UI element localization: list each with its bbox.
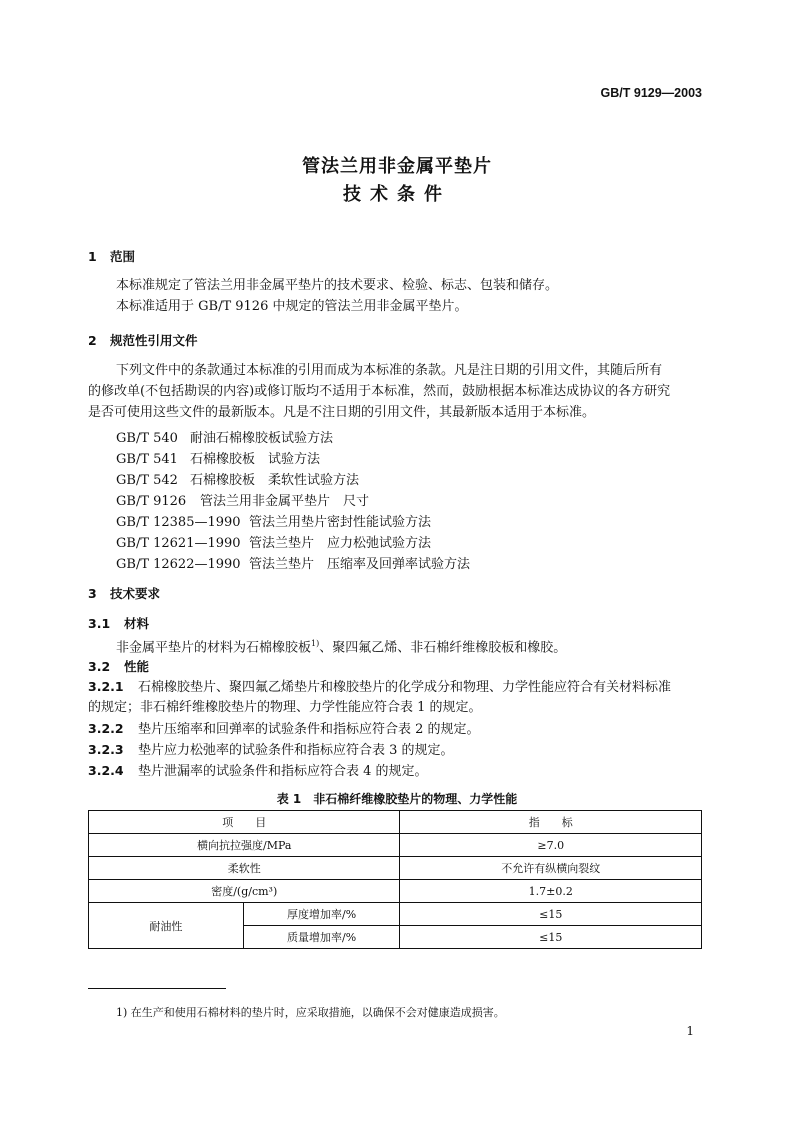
- table-row: [89, 880, 702, 903]
- standard-code: GB/T 9129—2003: [600, 86, 702, 100]
- table-cell-item: 密度/(g/cm³): [89, 880, 400, 903]
- page-number: 1: [686, 1024, 694, 1038]
- clause-3-1-heading: [88, 614, 149, 632]
- reference-title: 管法兰用非金属平垫片 尺寸: [200, 494, 370, 509]
- reference-code: GB/T 12621—1990: [116, 536, 241, 551]
- footnote-divider: [88, 988, 226, 989]
- section-3-heading: [88, 584, 160, 602]
- clause-3-2-2: [88, 718, 704, 740]
- table-cell-value: 1.7±0.2: [400, 880, 702, 903]
- reference-code: GB/T 542: [116, 473, 178, 488]
- reference-item: [116, 511, 431, 530]
- reference-title: 管法兰垫片 应力松弛试验方法: [249, 536, 432, 551]
- clause-3-2-1-line-2: 的规定；非石棉纤维橡胶垫片的物理、力学性能应符合表 1 的规定。: [88, 700, 482, 715]
- reference-code: GB/T 12622—1990: [116, 557, 241, 572]
- table-1-title: 表 1 非石棉纤维橡胶垫片的物理、力学性能: [276, 792, 518, 806]
- table-cell-value: ≤15: [400, 903, 702, 926]
- clause-text: 垫片压缩率和回弹率的试验条件和指标应符合表 2 的规定。: [138, 722, 480, 737]
- reference-title: 耐油石棉橡胶板试验方法: [190, 431, 334, 446]
- table-cell-value: ≤15: [400, 926, 702, 949]
- clause-3-2-1-line-1: [88, 676, 704, 698]
- reference-code: GB/T 12385—1990: [116, 515, 241, 530]
- clause-3-2-4: [88, 760, 704, 782]
- reference-item: [116, 448, 320, 467]
- table-cell-value: 不允许有纵横向裂纹: [400, 857, 702, 880]
- reference-title: 管法兰垫片 压缩率及回弹率试验方法: [249, 557, 471, 572]
- table-1: [88, 810, 702, 949]
- clause-3-2-heading: [88, 657, 149, 675]
- section-number: 2: [88, 333, 97, 348]
- section-number: 3: [88, 586, 97, 601]
- reference-item: [116, 469, 359, 488]
- section-2-para-line-3: 是否可使用这些文件的最新版本。凡是不注日期的引用文件，其最新版本适用于本标准。: [88, 405, 596, 420]
- section-title: 技术要求: [110, 586, 161, 601]
- clause-title: 材料: [124, 616, 150, 631]
- reference-item: [116, 553, 470, 572]
- clause-text: 垫片泄漏率的试验条件和指标应符合表 4 的规定。: [138, 764, 428, 779]
- clause-text: 石棉橡胶垫片、聚四氟乙烯垫片和橡胶垫片的化学成分和物理、力学性能应符合有关材料标准: [138, 680, 672, 695]
- table-row: [89, 834, 702, 857]
- section-2-para-line-2: 的修改单(不包括勘误的内容)或修订版均不适用于本标准，然而，鼓励根据本标准达成协议的各方研究: [88, 384, 671, 399]
- footnote-reference: 1): [311, 639, 320, 648]
- section-1-para-1: 本标准规定了管法兰用非金属平垫片的技术要求、检验、标志、包装和储存。: [116, 278, 559, 293]
- clause-text-part: 、聚四氟乙烯、非石棉纤维橡胶板和橡胶。: [319, 640, 567, 656]
- section-1-heading: [88, 247, 135, 265]
- clause-title: 性能: [124, 659, 150, 674]
- clause-text-part: 非金属平垫片的材料为石棉橡胶板: [116, 640, 312, 656]
- table-cell-group: 耐油性: [89, 903, 244, 949]
- reference-title: 石棉橡胶板 柔软性试验方法: [190, 473, 360, 488]
- table-cell-item: 柔软性: [89, 857, 400, 880]
- reference-code: GB/T 540: [116, 431, 178, 446]
- table-row: [89, 857, 702, 880]
- clause-3-2-3: [88, 739, 704, 761]
- section-2-para-line-1: 下列文件中的条款通过本标准的引用而成为本标准的条款。凡是注日期的引用文件，其随后所有: [116, 363, 663, 378]
- column-header-item: 项 目: [89, 811, 400, 834]
- reference-item: [116, 532, 431, 551]
- reference-code: GB/T 9126: [116, 494, 187, 509]
- clause-number: 3.2.1: [88, 679, 124, 694]
- table-cell-item: 横向抗拉强度/MPa: [89, 834, 400, 857]
- reference-title: 石棉橡胶板 试验方法: [190, 452, 321, 467]
- reference-code: GB/T 541: [116, 452, 178, 467]
- document-title: 管法兰用非金属平垫片: [302, 156, 492, 177]
- table-cell-item: 质量增加率/%: [243, 926, 400, 949]
- clause-text: 垫片应力松弛率的试验条件和指标应符合表 3 的规定。: [138, 743, 454, 758]
- document-subtitle: 技术条件: [343, 184, 451, 205]
- footnote: 1) 在生产和使用石棉材料的垫片时，应采取措施，以确保不会对健康造成损害。: [116, 1006, 505, 1019]
- clause-3-1-text: [116, 633, 732, 658]
- clause-number: 3.2.3: [88, 742, 124, 757]
- reference-title: 管法兰用垫片密封性能试验方法: [249, 515, 432, 530]
- section-1-para-2: 本标准适用于 GB/T 9126 中规定的管法兰用非金属平垫片。: [116, 299, 468, 314]
- table-cell-item: 厚度增加率/%: [243, 903, 400, 926]
- section-2-heading: [88, 331, 198, 349]
- section-title: 范围: [110, 249, 136, 264]
- clause-number: 3.2.4: [88, 763, 124, 778]
- clause-number: 3.2: [88, 659, 111, 674]
- table-cell-value: ≥7.0: [400, 834, 702, 857]
- table-header-row: [89, 811, 702, 834]
- column-header-index: 指 标: [400, 811, 702, 834]
- table-row: [89, 903, 702, 926]
- section-number: 1: [88, 249, 97, 264]
- reference-item: [116, 427, 333, 446]
- section-title: 规范性引用文件: [110, 333, 198, 348]
- clause-number: 3.1: [88, 616, 111, 631]
- reference-item: [116, 490, 369, 509]
- clause-number: 3.2.2: [88, 721, 124, 736]
